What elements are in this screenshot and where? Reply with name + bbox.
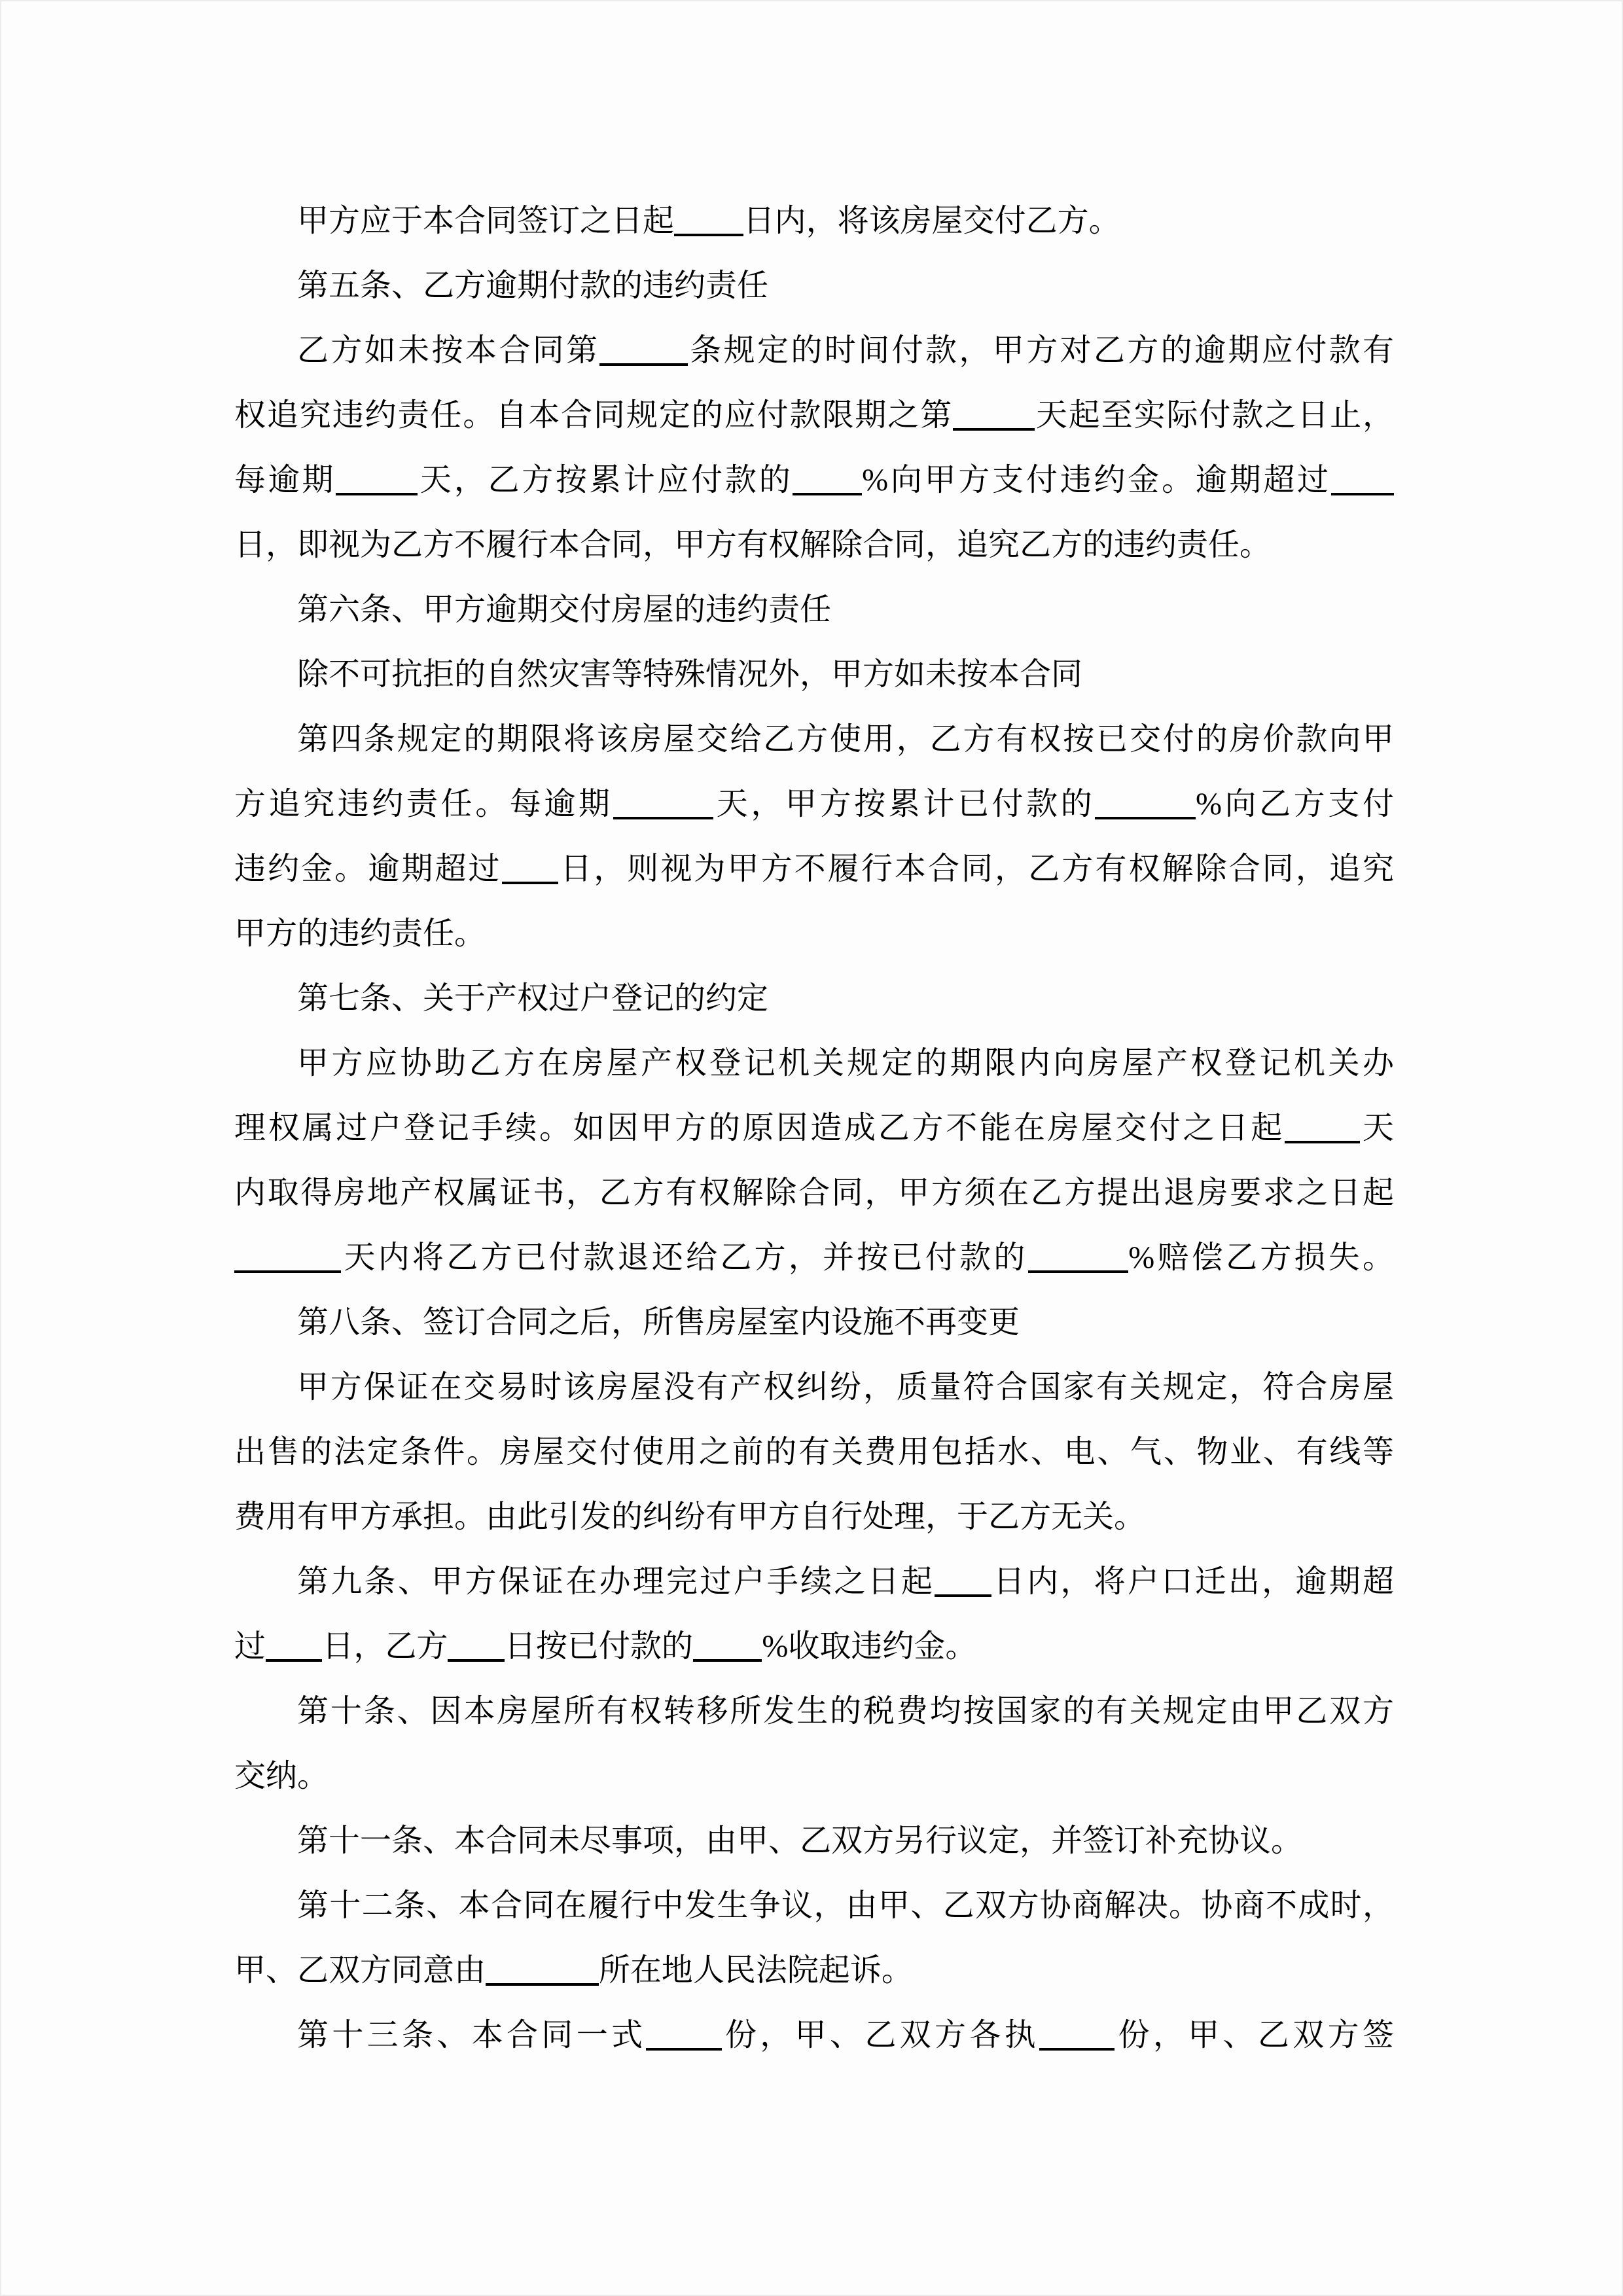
text-run: 第七条、关于产权过户登记的约定 <box>297 981 769 1016</box>
paragraph-line <box>234 1679 1394 1744</box>
paragraph-line <box>234 772 1394 836</box>
document-content <box>234 188 1394 2068</box>
text-run: 过 <box>234 1629 266 1664</box>
text-run: 第八条、签订合同之后，所售房屋室内设施不再变更 <box>297 1305 1020 1340</box>
text-run: 内取得房地产权属证书，乙方有权解除合同，甲方须在乙方提出退房要求之日起 <box>234 1175 1394 1210</box>
text-run: 甲、乙双方同意由 <box>234 1953 486 1988</box>
blank-underline <box>646 2017 721 2051</box>
text-run: 权追究违约责任。自本合同规定的应付款限期之第 <box>234 398 954 433</box>
blank-underline <box>1095 785 1196 819</box>
text-run: 日内，将户口迁出，逾期超 <box>991 1564 1394 1599</box>
text-run: 费用有甲方承担。由此引发的纠纷有甲方自行处理，于乙方无关。 <box>234 1499 1146 1534</box>
text-run: 甲方的违约责任。 <box>234 916 486 951</box>
blank-underline <box>599 332 687 366</box>
text-run: 天起至实际付款之日止， <box>1034 398 1394 433</box>
text-run: %向乙方支付 <box>1195 787 1394 821</box>
text-run: 出售的法定条件。房屋交付使用之前的有关费用包括水、电、气、物业、有线等 <box>234 1435 1394 1469</box>
paragraph-line <box>234 1938 1394 2003</box>
text-run: 第九条、甲方保证在办理完过户手续之日起 <box>297 1564 935 1599</box>
text-run: 条规定的时间付款，甲方对乙方的逾期应付款有 <box>687 333 1394 368</box>
text-run: %向甲方支付违约金。逾期超过 <box>862 463 1331 497</box>
text-run: 除不可抗拒的自然灾害等特殊情况外，甲方如未按本合同 <box>297 657 1083 692</box>
paragraph-line <box>234 901 1394 966</box>
blank-underline <box>935 1563 991 1597</box>
text-run: 天，甲方按累计已付款的 <box>713 787 1096 821</box>
text-run: 天 <box>1360 1111 1394 1145</box>
paragraph-line <box>234 1744 1394 1808</box>
paragraph-line <box>234 1096 1394 1160</box>
paragraph-line <box>234 512 1394 577</box>
text-run: 日按已付款的 <box>504 1629 693 1664</box>
blank-underline <box>448 1628 504 1662</box>
paragraph-line <box>234 836 1394 901</box>
blank-underline <box>1285 1109 1360 1143</box>
paragraph-line <box>234 1031 1394 1096</box>
blank-underline <box>502 850 558 884</box>
text-run: 每逾期 <box>234 463 336 497</box>
paragraph-line <box>234 707 1394 772</box>
paragraph-line <box>234 1549 1394 1614</box>
blank-underline <box>693 1628 762 1662</box>
text-run: 甲方保证在交易时该房屋没有产权纠纷，质量符合国家有关规定，符合房屋 <box>297 1370 1394 1405</box>
blank-underline <box>336 461 418 495</box>
paragraph-line <box>234 188 1394 253</box>
paragraph-line <box>234 1225 1394 1290</box>
paragraph-line <box>234 1290 1394 1355</box>
text-run: %赔偿乙方损失。 <box>1128 1240 1394 1275</box>
text-run: 日，乙方 <box>322 1629 448 1664</box>
text-run: 第十三条、本合同一式 <box>297 2018 647 2053</box>
text-run: %收取违约金。 <box>762 1629 977 1664</box>
text-run: 份，甲、乙双方签 <box>1115 2018 1394 2053</box>
text-run: 第六条、甲方逾期交付房屋的违约责任 <box>297 592 832 627</box>
paragraph-line <box>234 448 1394 512</box>
paragraph-line <box>234 1160 1394 1225</box>
blank-underline <box>793 461 862 495</box>
paragraph-line <box>234 318 1394 383</box>
paragraph-line <box>234 1614 1394 1679</box>
blank-underline <box>1028 1239 1129 1273</box>
blank-underline <box>613 785 714 819</box>
text-run: 天，乙方按累计应付款的 <box>418 463 793 497</box>
paragraph-line <box>234 1355 1394 1420</box>
paragraph-line <box>234 966 1394 1031</box>
text-run: 份，甲、乙双方各执 <box>721 2018 1040 2053</box>
text-run: 第十一条、本合同未尽事项，由甲、乙双方另行议定，并签订补充协议。 <box>297 1823 1303 1858</box>
paragraph-line <box>234 1420 1394 1484</box>
text-run: 所在地人民法院起诉。 <box>598 1953 913 1988</box>
blank-underline <box>234 1239 341 1273</box>
paragraph-line <box>234 1873 1394 1938</box>
paragraph-line <box>234 577 1394 642</box>
text-run: 违约金。逾期超过 <box>234 852 502 886</box>
text-run: 日，则视为甲方不履行本合同，乙方有权解除合同，追究 <box>558 852 1394 886</box>
text-run: 方追究违约责任。每逾期 <box>234 787 613 821</box>
blank-underline <box>674 202 743 236</box>
text-run: 第四条规定的期限将该房屋交给乙方使用，乙方有权按已交付的房价款向甲 <box>297 722 1394 757</box>
text-run: 日，即视为乙方不履行本合同，甲方有权解除合同，追究乙方的违约责任。 <box>234 528 1272 562</box>
text-run: 第五条、乙方逾期付款的违约责任 <box>297 268 769 303</box>
text-run: 天内将乙方已付款退还给乙方，并按已付款的 <box>341 1240 1028 1275</box>
paragraph-line <box>234 383 1394 448</box>
blank-underline <box>266 1628 322 1662</box>
blank-underline <box>1331 461 1394 495</box>
text-run: 乙方如未按本合同第 <box>297 333 600 368</box>
text-run: 第十二条、本合同在履行中发生争议，由甲、乙双方协商解决。协商不成时， <box>297 1888 1394 1923</box>
paragraph-line <box>234 1484 1394 1549</box>
paragraph-line <box>234 2003 1394 2068</box>
blank-underline <box>486 1952 599 1986</box>
text-run: 甲方应于本合同签订之日起 <box>297 204 675 238</box>
paragraph-line <box>234 642 1394 707</box>
blank-underline <box>953 397 1035 431</box>
paragraph-line <box>234 1808 1394 1873</box>
text-run: 日内，将该房屋交付乙方。 <box>743 204 1120 238</box>
text-run: 甲方应协助乙方在房屋产权登记机关规定的期限内向房屋产权登记机关办 <box>297 1046 1394 1081</box>
paragraph-line <box>234 253 1394 318</box>
blank-underline <box>1039 2017 1115 2051</box>
text-run: 第十条、因本房屋所有权转移所发生的税费均按国家的有关规定由甲乙双方 <box>297 1694 1394 1729</box>
text-run: 交纳。 <box>234 1759 329 1793</box>
text-run: 理权属过户登记手续。如因甲方的原因造成乙方不能在房屋交付之日起 <box>234 1111 1285 1145</box>
